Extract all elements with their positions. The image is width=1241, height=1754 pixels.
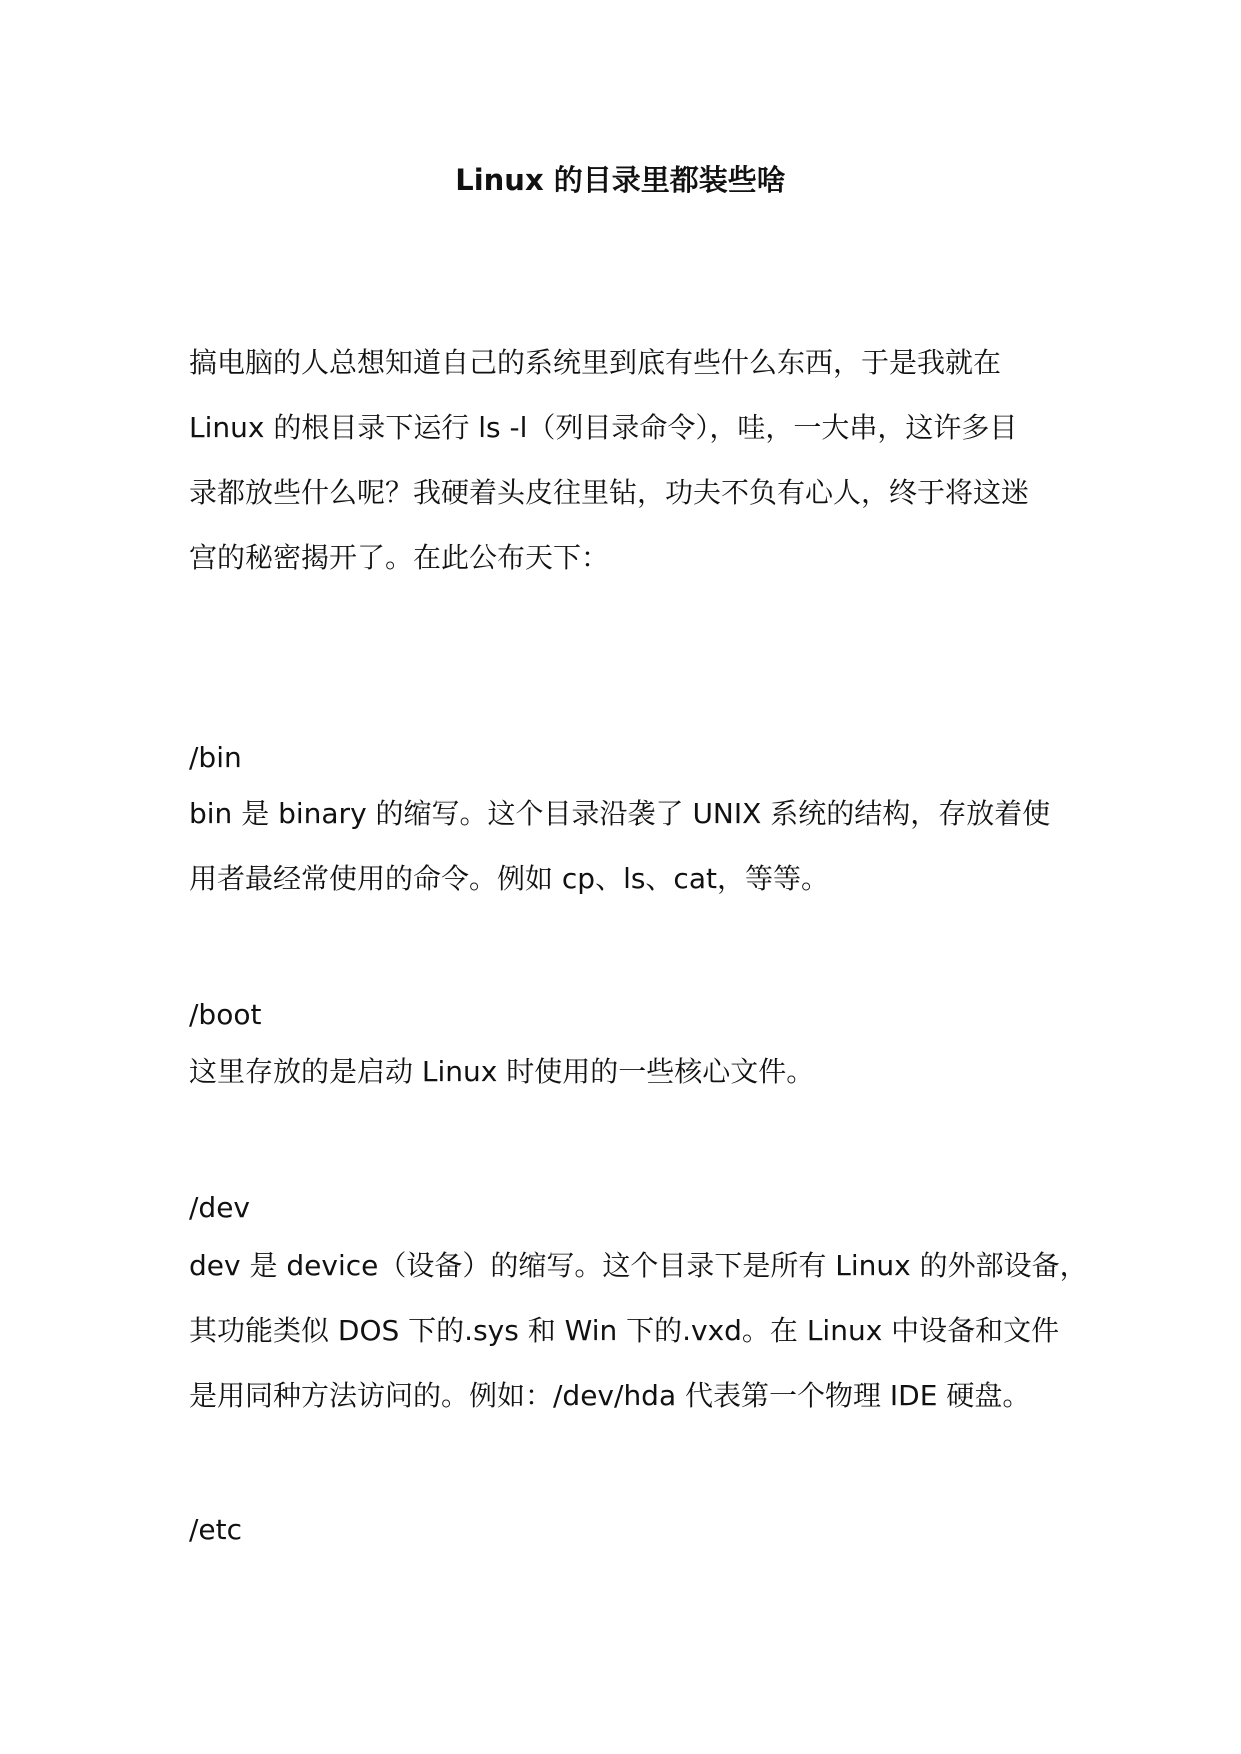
intro-line: Linux 的根目录下运行 ls -l（列目录命令），哇，一大串，这许多目: [189, 411, 1018, 444]
section-line: 这里存放的是启动 Linux 时使用的一些核心文件。: [189, 1055, 815, 1088]
section-dev-body: [189, 1233, 1088, 1428]
section-heading: /etc: [189, 1513, 243, 1546]
section-heading: /bin: [189, 741, 242, 774]
section-bin: [189, 738, 1069, 778]
section-dev: [189, 1188, 1069, 1228]
intro-line: 录都放些什么呢？我硬着头皮往里钻，功夫不负有心人，终于将这迷: [189, 476, 1030, 509]
section-boot-body: [189, 1039, 1069, 1104]
intro-paragraph: [189, 330, 1069, 590]
document-title: Linux 的目录里都装些啥: [455, 163, 786, 197]
section-line: 用者最经常使用的命令。例如 cp、ls、cat，等等。: [189, 862, 829, 895]
section-line: 是用同种方法访问的。例如：/dev/hda 代表第一个物理 IDE 硬盘。: [189, 1379, 1031, 1412]
section-boot: [189, 995, 1069, 1035]
intro-line: 搞电脑的人总想知道自己的系统里到底有些什么东西，于是我就在: [189, 346, 1002, 379]
intro-line: 宫的秘密揭开了。在此公布天下：: [189, 541, 610, 574]
section-heading: /boot: [189, 998, 262, 1031]
section-line: dev 是 device（设备）的缩写。这个目录下是所有 Linux 的外部设备，: [189, 1249, 1088, 1282]
section-etc: [189, 1510, 1069, 1550]
section-bin-body: [189, 781, 1069, 911]
section-heading: /dev: [189, 1191, 251, 1224]
section-line: 其功能类似 DOS 下的.sys 和 Win 下的.vxd。在 Linux 中设备和文件: [189, 1314, 1060, 1347]
section-line: bin 是 binary 的缩写。这个目录沿袭了 UNIX 系统的结构，存放着使: [189, 797, 1051, 830]
